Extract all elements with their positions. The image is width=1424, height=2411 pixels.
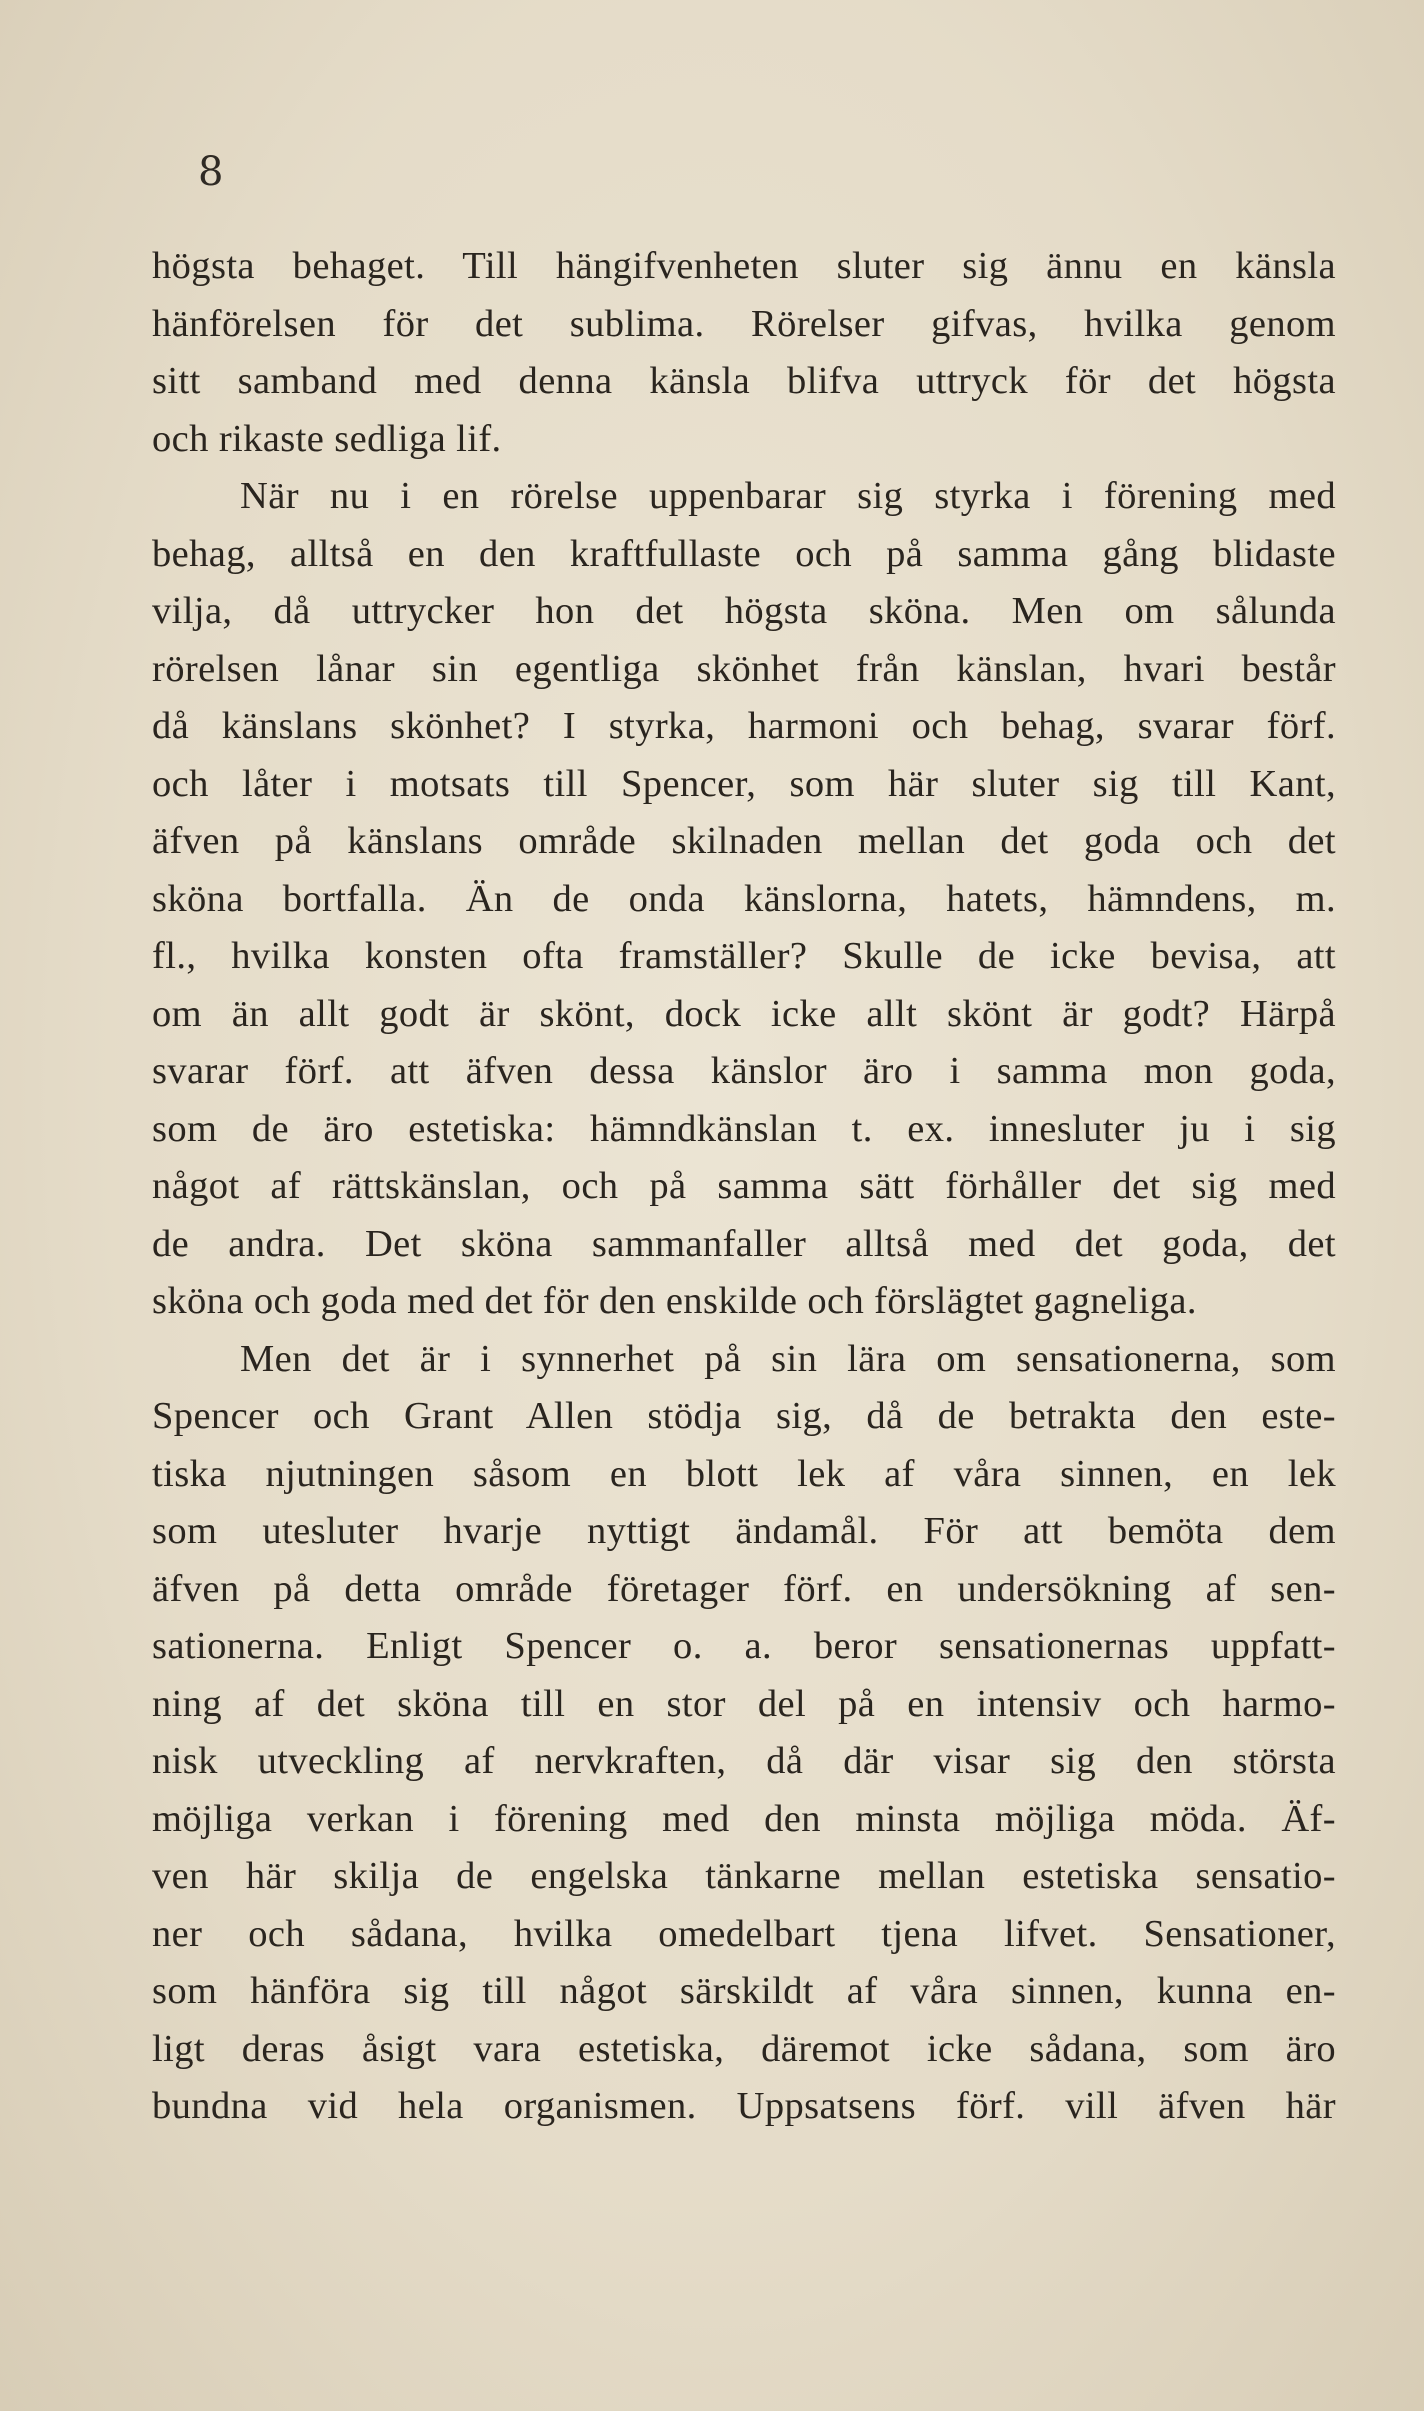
text-line: tiska njutningen såsom en blott lek af våra sinnen, en lek: [152, 1452, 1336, 1495]
text-line: något af rättskänslan, och på samma sätt förhåller det sig med: [152, 1165, 1336, 1207]
text-line: ner och sådana, hvilka omedelbart tjena lifvet. Sensationer,: [152, 1912, 1336, 1955]
text-line: som hänföra sig till något särskildt af våra sinnen, kunna en-: [152, 1970, 1336, 2012]
text-line: då känslans skönhet? I styrka, harmoni och behag, svarar förf.: [152, 705, 1336, 747]
text-line: sationerna. Enligt Spencer o. a. beror sensationernas uppfatt-: [152, 1625, 1336, 1667]
text-line: och låter i motsats till Spencer, som här sluter sig till Kant,: [152, 762, 1336, 805]
text-line: hänförelsen för det sublima. Rörelser gifvas, hvilka genom: [152, 302, 1336, 345]
text-line: om än allt godt är skönt, dock icke allt skönt är godt? Härpå: [152, 992, 1336, 1035]
text-line: de andra. Det sköna sammanfaller alltså med det goda, det: [152, 1222, 1336, 1265]
text-line: ven här skilja de engelska tänkarne mellan estetiska sensatio-: [152, 1855, 1336, 1897]
text-line: Spencer och Grant Allen stödja sig, då de betrakta den este-: [152, 1395, 1336, 1437]
text-line: som utesluter hvarje nyttigt ändamål. För att bemöta dem: [152, 1510, 1336, 1552]
text-line: bundna vid hela organismen. Uppsatsens förf. vill äfven här: [152, 2085, 1336, 2127]
page-number: 8: [198, 149, 224, 195]
text-line: behag, alltså en den kraftfullaste och på samma gång blidaste: [152, 532, 1336, 575]
text-line: ligt deras åsigt vara estetiska, däremot icke sådana, som äro: [152, 2027, 1336, 2070]
text-line: Men det är i synnerhet på sin lära om sensationerna, som: [240, 1337, 1336, 1380]
text-line: äfven på känslans område skilnaden mellan det goda och det: [152, 820, 1336, 862]
text-line: högsta behaget. Till hängifvenheten sluter sig ännu en känsla: [152, 245, 1336, 287]
text-line: möjliga verkan i förening med den minsta möjliga möda. Äf-: [152, 1797, 1336, 1840]
body-text: [152, 238, 1336, 2136]
text-line: och rikaste sedliga lif.: [152, 417, 502, 460]
text-line: svarar förf. att äfven dessa känslor äro i samma mon goda,: [152, 1050, 1336, 1092]
text-line: När nu i en rörelse uppenbarar sig styrka i förening med: [240, 475, 1336, 517]
text-line: sköna och goda med det för den enskilde och förslägtet gagneliga.: [152, 1280, 1197, 1322]
text-line: ning af det sköna till en stor del på en intensiv och harmo-: [152, 1682, 1336, 1725]
text-line: sitt samband med denna känsla blifva uttryck för det högsta: [152, 360, 1336, 402]
text-line: äfven på detta område företager förf. en undersökning af sen-: [152, 1567, 1336, 1610]
text-line: nisk utveckling af nervkraften, då där visar sig den största: [152, 1740, 1336, 1782]
text-line: sköna bortfalla. Än de onda känslorna, hatets, hämndens, m.: [152, 877, 1336, 920]
text-line: vilja, då uttrycker hon det högsta sköna. Men om sålunda: [152, 590, 1336, 632]
text-line: rörelsen lånar sin egentliga skönhet från känslan, hvari består: [152, 647, 1336, 690]
text-line: fl., hvilka konsten ofta framställer? Skulle de icke bevisa, att: [152, 935, 1336, 977]
text-line: som de äro estetiska: hämndkänslan t. ex. innesluter ju i sig: [152, 1107, 1336, 1150]
